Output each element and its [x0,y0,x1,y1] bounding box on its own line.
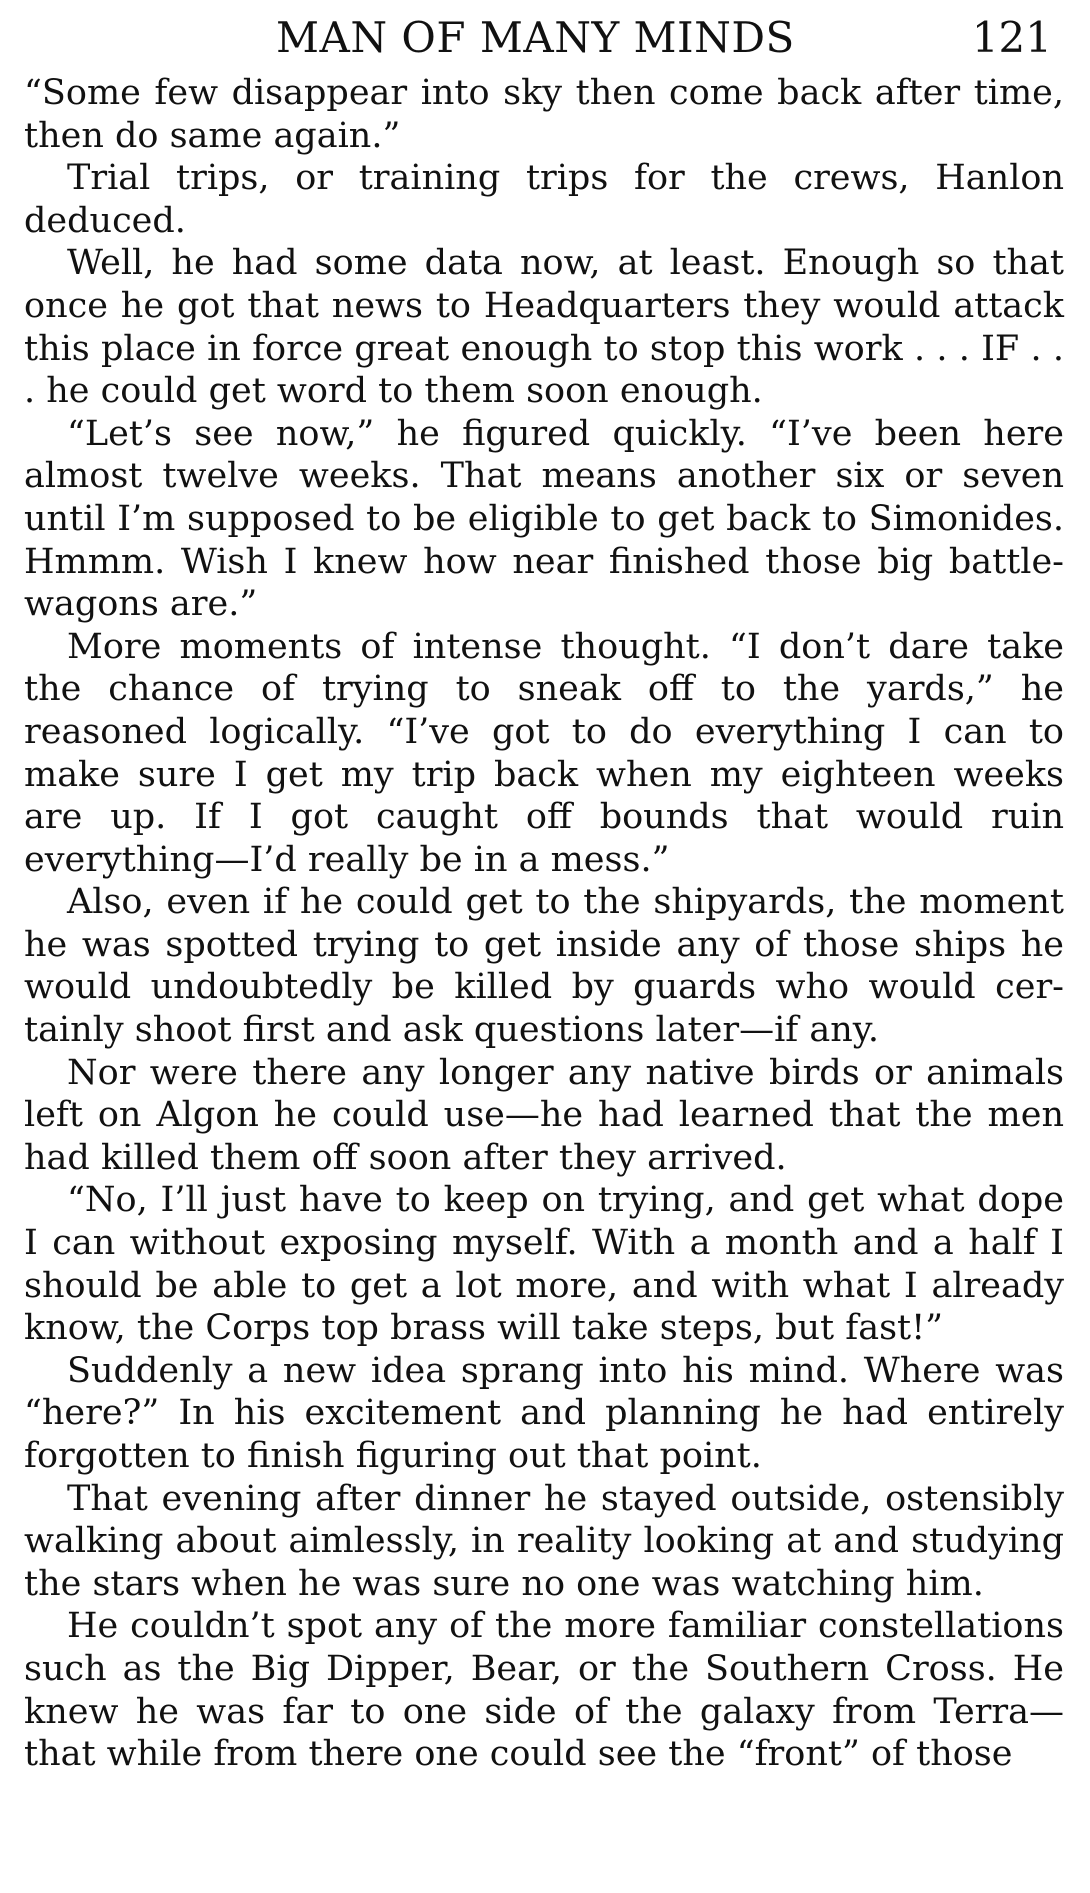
paragraph: That evening after dinner he stayed outside, ostensibly walking about aimlessly, in reality looking at and studying the stars when he was sure no one was watching him. [24,1478,1064,1604]
paragraph: Suddenly a new idea sprang into his mind. Where was “here?” In his excitement and planning he had entirely forgotten to finish figuring out that point. [24,1350,1064,1476]
body-text [24,72,1064,1776]
paragraph: “Let’s see now,” he figured quickly. “I’ve been here almost twelve weeks. That means another six or seven until I’m supposed to be eligible to get back to Simonides. Hmmm. Wish I knew how near finished those big battlewagons are.” [24,413,1064,625]
paragraph: “Some few disappear into sky then come back after time, then do same again.” [24,73,1064,156]
paragraph: “No, I’ll just have to keep on trying, and get what dope I can without exposing myself. With a month and a half I should be able to get a lot more, and with what I already know, the Corps top brass will take steps, but fast!” [24,1180,1064,1349]
paragraph: Trial trips, or training trips for the crews, Hanlon deduced. [24,158,1064,241]
paragraph: More moments of intense thought. “I don’t dare take the chance of trying to sneak off to the yards,” he reasoned logically. “I’ve got to do everything I can to make sure I get my trip back when my eighteen weeks are up. If I got caught off bounds that would ruin everything—I’d really be in a mess.” [24,626,1064,880]
page-header [24,10,1064,62]
page-number: 121 [971,13,1052,62]
paragraph: Nor were there any longer any native birds or animals left on Algon he could use—he had learned that the men had killed them off soon after they arrived. [24,1052,1064,1178]
running-head: MAN OF MANY MINDS [276,13,795,62]
paragraph: Also, even if he could get to the shipyards, the moment he was spotted trying to get inside any of those ships he would undoubtedly be killed by guards who would certainly shoot first and ask questions later—if any. [24,882,1064,1051]
paragraph: He couldn’t spot any of the more familiar constellations such as the Big Dipper, Bear, or the Southern Cross. He knew he was far to one side of the galaxy from Terra—that while from there one could see the “front” of those [24,1606,1064,1775]
paragraph: Well, he had some data now, at least. Enough so that once he got that news to Headquarters they would attack this place in force great enough to stop this work . . . IF . . . he could get word to them soon enough. [24,243,1064,412]
